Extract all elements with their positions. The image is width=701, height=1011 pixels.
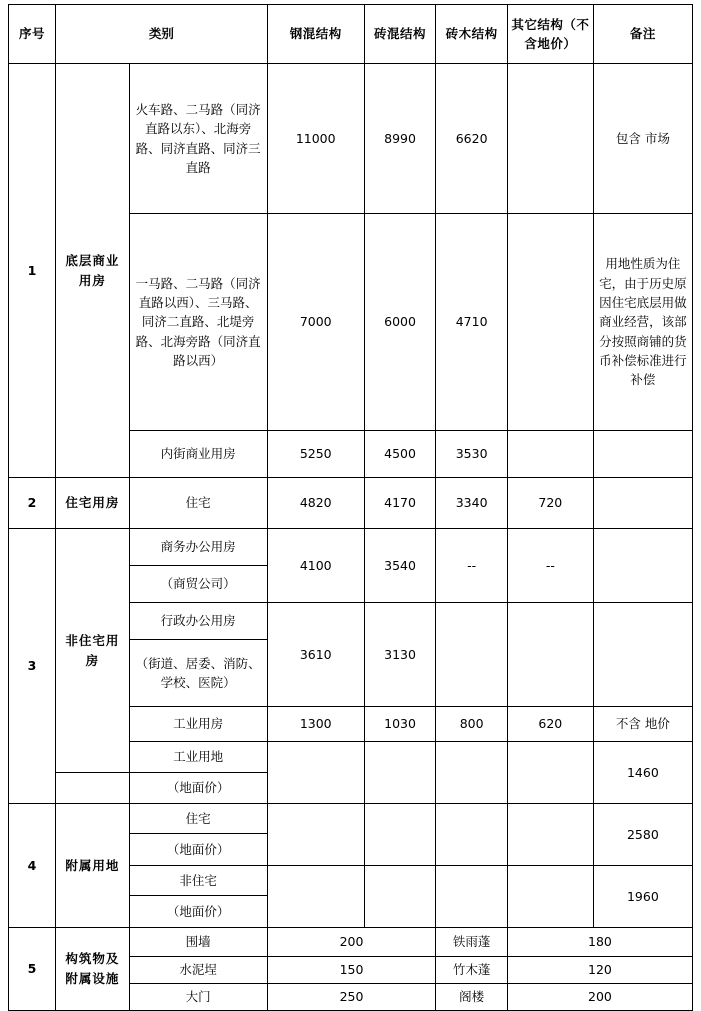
value-brick-concrete: 1030	[364, 707, 436, 742]
structure-value-a: 150	[267, 957, 436, 984]
value-other	[507, 214, 593, 431]
row-index-5: 5	[9, 928, 56, 1011]
item-name: 工业用地	[129, 742, 267, 773]
table-row	[9, 928, 693, 957]
value-brick-wood	[436, 742, 508, 804]
value-brick-wood: 800	[436, 707, 508, 742]
value-concrete: 5250	[267, 431, 364, 478]
value-concrete	[267, 804, 364, 866]
value-brick-concrete: 4170	[364, 478, 436, 529]
value-remark	[593, 603, 692, 707]
value-other	[507, 742, 593, 804]
structure-name-b: 竹木蓬	[436, 957, 508, 984]
structure-name-a: 大门	[129, 984, 267, 1011]
row-index-2: 2	[9, 478, 56, 529]
value-brick-concrete	[364, 804, 436, 866]
value-brick-concrete	[364, 866, 436, 928]
item-name: 行政办公用房	[129, 603, 267, 640]
structure-value-b: 200	[507, 984, 692, 1011]
item-name: 内街商业用房	[129, 431, 267, 478]
value-concrete: 1300	[267, 707, 364, 742]
value-brick-wood: --	[436, 529, 508, 603]
structure-value-b: 180	[507, 928, 692, 957]
value-remark	[593, 431, 692, 478]
value-remark	[593, 529, 692, 603]
value-concrete: 4820	[267, 478, 364, 529]
header-brick-wood: 砖木结构	[436, 5, 508, 64]
value-brick-wood: 3530	[436, 431, 508, 478]
item-name: 非住宅	[129, 866, 267, 896]
structure-value-a: 250	[267, 984, 436, 1011]
structure-value-a: 200	[267, 928, 436, 957]
value-brick-wood: 3340	[436, 478, 508, 529]
row-group-4: 附属用地	[56, 804, 130, 928]
row-group-5: 构筑物及附属设施	[56, 928, 130, 1011]
item-name: 住宅	[129, 478, 267, 529]
table-row	[9, 529, 693, 566]
item-name-secondary: （地面价）	[129, 896, 267, 928]
structure-value-b: 120	[507, 957, 692, 984]
table-row	[9, 64, 693, 214]
header-category: 类别	[56, 5, 268, 64]
value-brick-concrete: 8990	[364, 64, 436, 214]
value-brick-wood: 6620	[436, 64, 508, 214]
value-brick-wood	[436, 804, 508, 866]
header-brick-concrete: 砖混结构	[364, 5, 436, 64]
value-remark: 1960	[593, 866, 692, 928]
value-remark: 不含 地价	[593, 707, 692, 742]
value-concrete: 4100	[267, 529, 364, 603]
item-name-secondary: （街道、居委、消防、学校、医院）	[129, 640, 267, 707]
value-brick-concrete: 3130	[364, 603, 436, 707]
row-group-1: 底层商业用房	[56, 64, 130, 478]
value-brick-concrete: 6000	[364, 214, 436, 431]
header-index: 序号	[9, 5, 56, 64]
row-index-4: 4	[9, 804, 56, 928]
value-other	[507, 866, 593, 928]
value-concrete: 3610	[267, 603, 364, 707]
value-brick-wood: 4710	[436, 214, 508, 431]
row-group-3-filler	[56, 773, 130, 804]
structure-name-a: 水泥埕	[129, 957, 267, 984]
value-other	[507, 804, 593, 866]
value-other	[507, 64, 593, 214]
value-other: 620	[507, 707, 593, 742]
table-header-row	[9, 5, 693, 64]
compensation-standards-table	[8, 4, 693, 1011]
value-remark: 用地性质为住宅，由于历史原因住宅底层用做商业经营，该部分按照商铺的货币补偿标准进行补偿	[593, 214, 692, 431]
value-concrete: 11000	[267, 64, 364, 214]
item-name-secondary: （商贸公司）	[129, 566, 267, 603]
item-name: 工业用房	[129, 707, 267, 742]
item-name-secondary: （地面价）	[129, 834, 267, 866]
table-row	[9, 804, 693, 834]
row-index-1: 1	[9, 64, 56, 478]
structure-name-a: 围墙	[129, 928, 267, 957]
value-remark: 1460	[593, 742, 692, 804]
item-name: 火车路、二马路（同济直路以东）、北海旁路、同济直路、同济三直路	[129, 64, 267, 214]
value-concrete: 7000	[267, 214, 364, 431]
value-other: 720	[507, 478, 593, 529]
value-remark: 2580	[593, 804, 692, 866]
item-name: 一马路、二马路（同济直路以西）、三马路、同济二直路、北堤旁路、北海旁路（同济直路以西）	[129, 214, 267, 431]
value-brick-concrete: 3540	[364, 529, 436, 603]
value-brick-wood	[436, 603, 508, 707]
value-other	[507, 603, 593, 707]
item-name: 商务办公用房	[129, 529, 267, 566]
item-name: 住宅	[129, 804, 267, 834]
value-brick-concrete: 4500	[364, 431, 436, 478]
row-group-3: 非住宅用房	[56, 529, 130, 773]
value-concrete	[267, 742, 364, 804]
item-name-secondary: （地面价）	[129, 773, 267, 804]
header-concrete: 钢混结构	[267, 5, 364, 64]
table-row	[9, 478, 693, 529]
value-brick-wood	[436, 866, 508, 928]
header-remark: 备注	[593, 5, 692, 64]
value-brick-concrete	[364, 742, 436, 804]
value-concrete	[267, 866, 364, 928]
structure-name-b: 铁雨蓬	[436, 928, 508, 957]
row-group-2: 住宅用房	[56, 478, 130, 529]
header-other: 其它结构（不含地价）	[507, 5, 593, 64]
value-remark	[593, 478, 692, 529]
value-other: --	[507, 529, 593, 603]
value-remark: 包含 市场	[593, 64, 692, 214]
value-other	[507, 431, 593, 478]
structure-name-b: 阁楼	[436, 984, 508, 1011]
row-index-3: 3	[9, 529, 56, 804]
